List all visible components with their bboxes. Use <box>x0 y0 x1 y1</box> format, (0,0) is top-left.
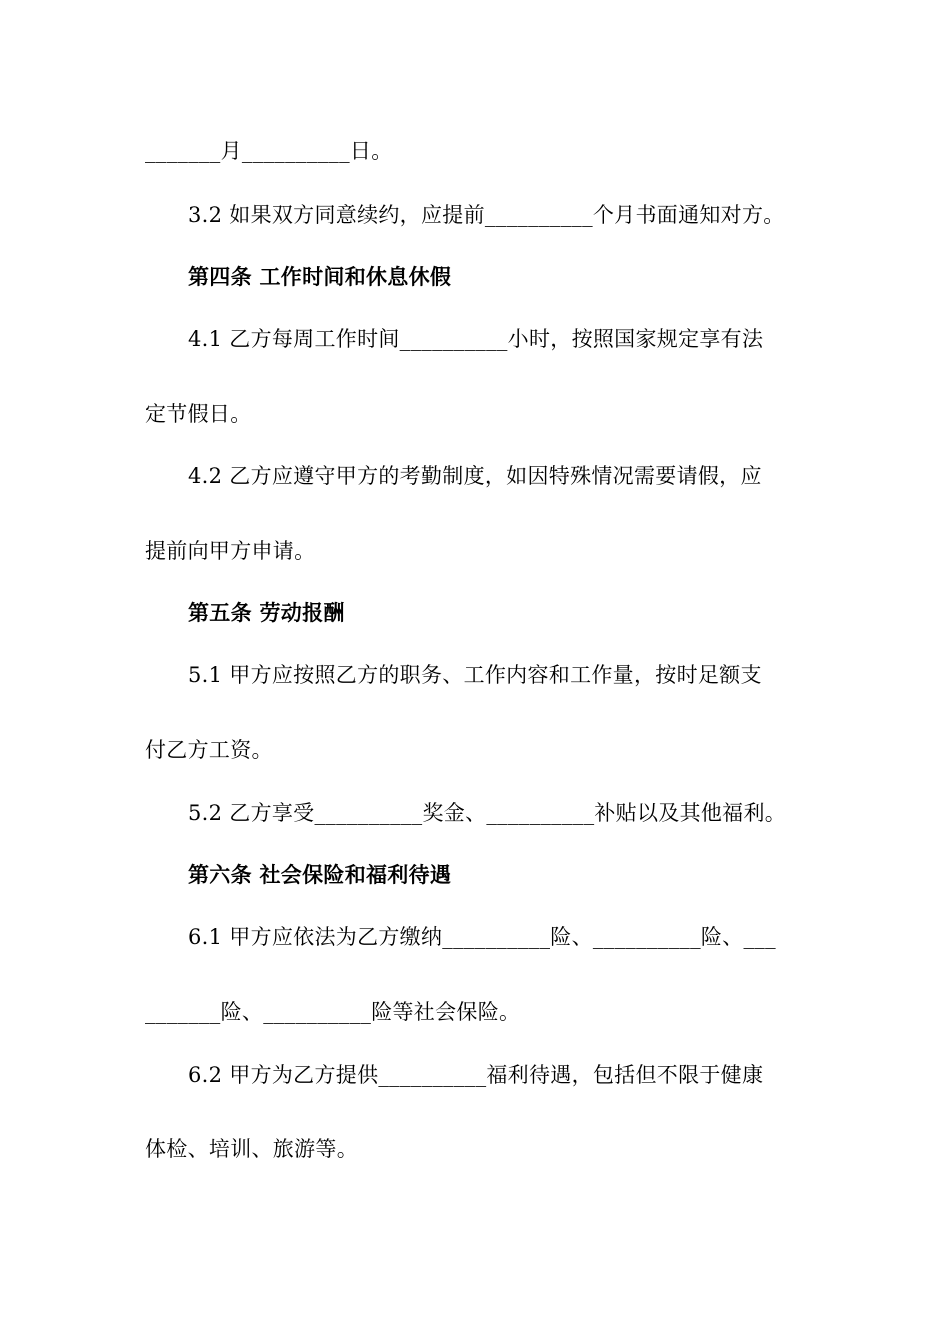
text-line: 付乙方工资。 <box>145 738 273 762</box>
article-4-heading: 第四条 工作时间和休息休假 <box>188 264 452 289</box>
article-5-heading: 第五条 劳动报酬 <box>188 600 345 625</box>
text-line: 提前向甲方申请。 <box>145 539 316 563</box>
text-line: _______月__________日。 <box>145 139 393 163</box>
text-line: 体检、培训、旅游等。 <box>145 1137 358 1161</box>
clause-6-2: 6.2 甲方为乙方提供__________福利待遇，包括但不限于健康 <box>188 1063 764 1087</box>
clause-4-2: 4.2 乙方应遵守甲方的考勤制度，如因特殊情况需要请假，应 <box>188 464 762 488</box>
clause-3-2: 3.2 如果双方同意续约，应提前__________个月书面通知对方。 <box>188 203 785 227</box>
clause-4-1: 4.1 乙方每周工作时间__________小时，按照国家规定享有法 <box>188 327 764 351</box>
text-line: 定节假日。 <box>145 402 252 426</box>
article-6-heading: 第六条 社会保险和福利待遇 <box>188 862 452 887</box>
clause-6-1: 6.1 甲方应依法为乙方缴纳__________险、__________险、___ <box>188 925 776 949</box>
text-line: _______险、__________险等社会保险。 <box>145 1000 521 1024</box>
clause-5-2: 5.2 乙方享受__________奖金、__________补贴以及其他福利。 <box>188 801 787 825</box>
clause-5-1: 5.1 甲方应按照乙方的职务、工作内容和工作量，按时足额支 <box>188 663 762 687</box>
